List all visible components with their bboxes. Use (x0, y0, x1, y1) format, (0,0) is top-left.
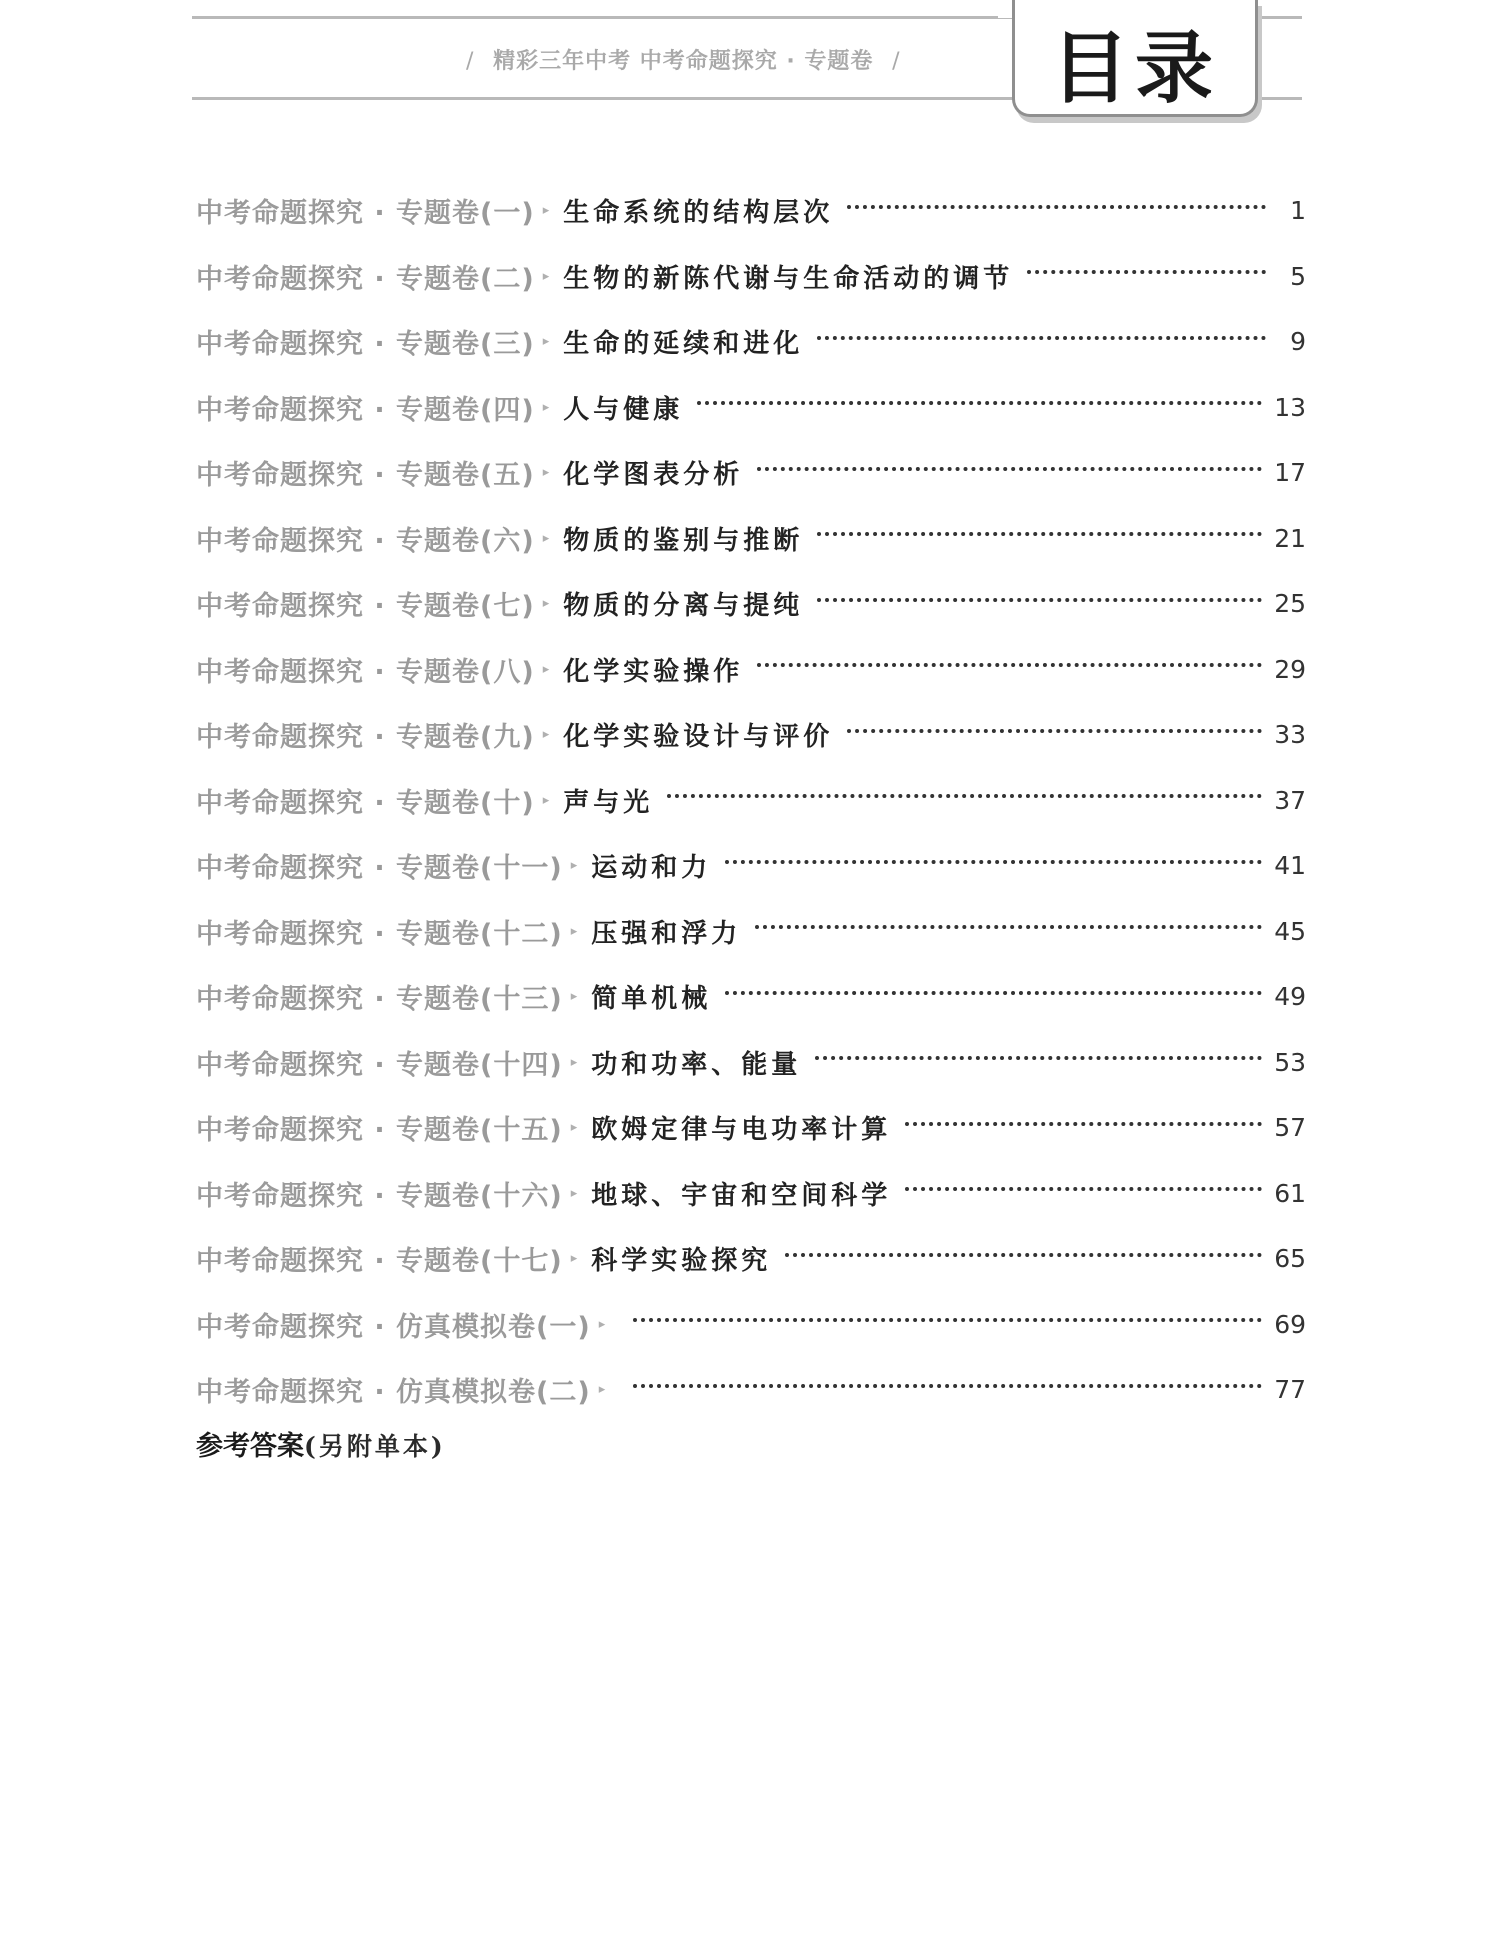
toc-entry[interactable] (196, 899, 1306, 965)
toc-entry-title: 生命系统的结构层次 (563, 198, 834, 229)
toc-entry-page-number: 45 (1274, 916, 1306, 946)
arrow-right-icon: ▸ (542, 399, 550, 415)
toc-entry-page-number: 1 (1290, 196, 1306, 226)
toc-entry[interactable] (196, 637, 1306, 703)
dot-leader (667, 794, 1262, 798)
toc-entry[interactable] (196, 1095, 1306, 1161)
toc-entry-page-number: 37 (1274, 785, 1306, 815)
arrow-right-icon: ▸ (542, 727, 550, 743)
dot-leader (697, 401, 1262, 405)
toc-entry-page-number: 57 (1274, 1113, 1306, 1143)
toc-entry-page-number: 5 (1290, 261, 1306, 291)
toc-entry[interactable] (196, 1357, 1306, 1423)
toc-entry-series: 中考命题探究 · 专题卷(二) (196, 263, 535, 295)
toc-entry-page-number: 77 (1274, 1375, 1306, 1405)
contents-tab (1012, 0, 1258, 117)
toc-entry-page-number: 53 (1274, 1047, 1306, 1077)
toc-entry-series: 中考命题探究 · 专题卷(十一) (196, 853, 563, 885)
arrow-right-icon: ▸ (542, 530, 550, 546)
dot-leader (633, 1318, 1262, 1322)
toc-entry-page-number: 9 (1290, 327, 1306, 357)
toc-entry-page-number: 69 (1274, 1309, 1306, 1339)
dot-leader (815, 1056, 1262, 1060)
toc-entry-title: 声与光 (563, 787, 654, 818)
toc-entry[interactable] (196, 309, 1306, 375)
dot-leader (1027, 270, 1266, 274)
toc-entry-title: 人与健康 (563, 394, 684, 425)
toc-entry-title: 压强和浮力 (591, 918, 742, 949)
arrow-right-icon: ▸ (570, 1120, 578, 1136)
toc-entry-series: 中考命题探究 · 专题卷(十三) (196, 984, 563, 1016)
dot-leader (817, 532, 1262, 536)
arrow-right-icon: ▸ (598, 1316, 606, 1332)
toc-entry-page-number: 33 (1274, 720, 1306, 750)
toc-entry-title: 功和功率、能量 (591, 1049, 802, 1080)
dot-leader (847, 729, 1262, 733)
toc-entry-title: 生命的延续和进化 (563, 329, 804, 360)
toc-entry-page-number: 65 (1274, 1244, 1306, 1274)
toc-entry[interactable] (196, 440, 1306, 506)
toc-entry-title: 物质的分离与提纯 (563, 591, 804, 622)
toc-entry-series: 中考命题探究 · 专题卷(十五) (196, 1115, 563, 1147)
dot-leader (633, 1384, 1262, 1388)
toc-entry-series: 中考命题探究 · 专题卷(一) (196, 198, 535, 230)
toc-entry-series: 中考命题探究 · 专题卷(三) (196, 329, 535, 361)
toc-entry[interactable] (196, 244, 1306, 310)
arrow-right-icon: ▸ (542, 268, 550, 284)
arrow-right-icon: ▸ (598, 1382, 606, 1398)
page-header (192, 0, 1302, 130)
toc-entry-series: 中考命题探究 · 专题卷(六) (196, 525, 535, 557)
arrow-right-icon: ▸ (570, 989, 578, 1005)
toc-entry-title: 欧姆定律与电功率计算 (591, 1115, 892, 1146)
toc-entry[interactable] (196, 1226, 1306, 1292)
answer-key-line (196, 1424, 446, 1463)
toc-entry-title: 地球、宇宙和空间科学 (591, 1180, 892, 1211)
contents-title: 目录 (1050, 24, 1219, 114)
slash-divider-left: / (466, 49, 475, 74)
toc-entry[interactable] (196, 964, 1306, 1030)
arrow-right-icon: ▸ (570, 923, 578, 939)
dot-leader (725, 991, 1262, 995)
series-title (456, 44, 911, 75)
arrow-right-icon: ▸ (570, 1054, 578, 1070)
arrow-right-icon: ▸ (570, 858, 578, 874)
toc-entry[interactable] (196, 375, 1306, 441)
dot-leader (847, 205, 1266, 209)
toc-entry-series: 中考命题探究 · 专题卷(十六) (196, 1180, 563, 1212)
answer-key-label: 参考答案 (196, 1431, 304, 1462)
dot-leader (757, 663, 1262, 667)
toc-entry-page-number: 21 (1274, 523, 1306, 553)
toc-entry-title: 化学实验操作 (563, 656, 744, 687)
toc-entry-title: 生物的新陈代谢与生命活动的调节 (563, 263, 1014, 294)
toc-entry-series: 中考命题探究 · 专题卷(十) (196, 787, 535, 819)
toc-entry-series: 中考命题探究 · 仿真模拟卷(一) (196, 1311, 591, 1343)
arrow-right-icon: ▸ (542, 596, 550, 612)
toc-entry-page-number: 17 (1274, 458, 1306, 488)
arrow-right-icon: ▸ (542, 334, 550, 350)
toc-entry-series: 中考命题探究 · 专题卷(十四) (196, 1049, 563, 1081)
toc-entry[interactable] (196, 1161, 1306, 1227)
toc-entry-title: 化学图表分析 (563, 460, 744, 491)
toc-entry-series: 中考命题探究 · 专题卷(九) (196, 722, 535, 754)
toc-entry-series: 中考命题探究 · 仿真模拟卷(二) (196, 1377, 591, 1409)
dot-leader (755, 925, 1262, 929)
toc-entry-series: 中考命题探究 · 专题卷(十七) (196, 1246, 563, 1278)
toc-entry[interactable] (196, 178, 1306, 244)
toc-entry[interactable] (196, 702, 1306, 768)
series-title-text: 精彩三年中考 中考命题探究 · 专题卷 (493, 49, 874, 74)
toc-entry-page-number: 29 (1274, 654, 1306, 684)
toc-entry-page-number: 25 (1274, 589, 1306, 619)
toc-entry[interactable] (196, 571, 1306, 637)
dot-leader (905, 1122, 1262, 1126)
toc-entry-title: 物质的鉴别与推断 (563, 525, 804, 556)
answer-key-note: (另附单本) (304, 1432, 446, 1461)
dot-leader (817, 336, 1266, 340)
dot-leader (757, 467, 1262, 471)
arrow-right-icon: ▸ (570, 1251, 578, 1267)
toc-entry-page-number: 61 (1274, 1178, 1306, 1208)
toc-entry-page-number: 41 (1274, 851, 1306, 881)
dot-leader (725, 860, 1262, 864)
slash-divider-right: / (892, 49, 901, 74)
toc-entry[interactable] (196, 506, 1306, 572)
arrow-right-icon: ▸ (542, 792, 550, 808)
toc-entry[interactable] (196, 1292, 1306, 1358)
toc-entry[interactable] (196, 833, 1306, 899)
toc-entry[interactable] (196, 1030, 1306, 1096)
toc-entry-title: 简单机械 (591, 984, 712, 1015)
toc-entry-series: 中考命题探究 · 专题卷(十二) (196, 918, 563, 950)
toc-entry[interactable] (196, 768, 1306, 834)
toc-entry-title: 科学实验探究 (591, 1246, 772, 1277)
toc-entry-series: 中考命题探究 · 专题卷(七) (196, 591, 535, 623)
toc-entry-series: 中考命题探究 · 专题卷(四) (196, 394, 535, 426)
arrow-right-icon: ▸ (542, 203, 550, 219)
toc-entry-title: 运动和力 (591, 853, 712, 884)
dot-leader (817, 598, 1262, 602)
toc-entry-page-number: 49 (1274, 982, 1306, 1012)
dot-leader (905, 1187, 1262, 1191)
arrow-right-icon: ▸ (570, 1185, 578, 1201)
arrow-right-icon: ▸ (542, 661, 550, 677)
dot-leader (785, 1253, 1262, 1257)
toc-entry-series: 中考命题探究 · 专题卷(五) (196, 460, 535, 492)
table-of-contents (196, 178, 1306, 1423)
toc-entry-series: 中考命题探究 · 专题卷(八) (196, 656, 535, 688)
toc-entry-title: 化学实验设计与评价 (563, 722, 834, 753)
toc-entry-page-number: 13 (1274, 392, 1306, 422)
arrow-right-icon: ▸ (542, 465, 550, 481)
